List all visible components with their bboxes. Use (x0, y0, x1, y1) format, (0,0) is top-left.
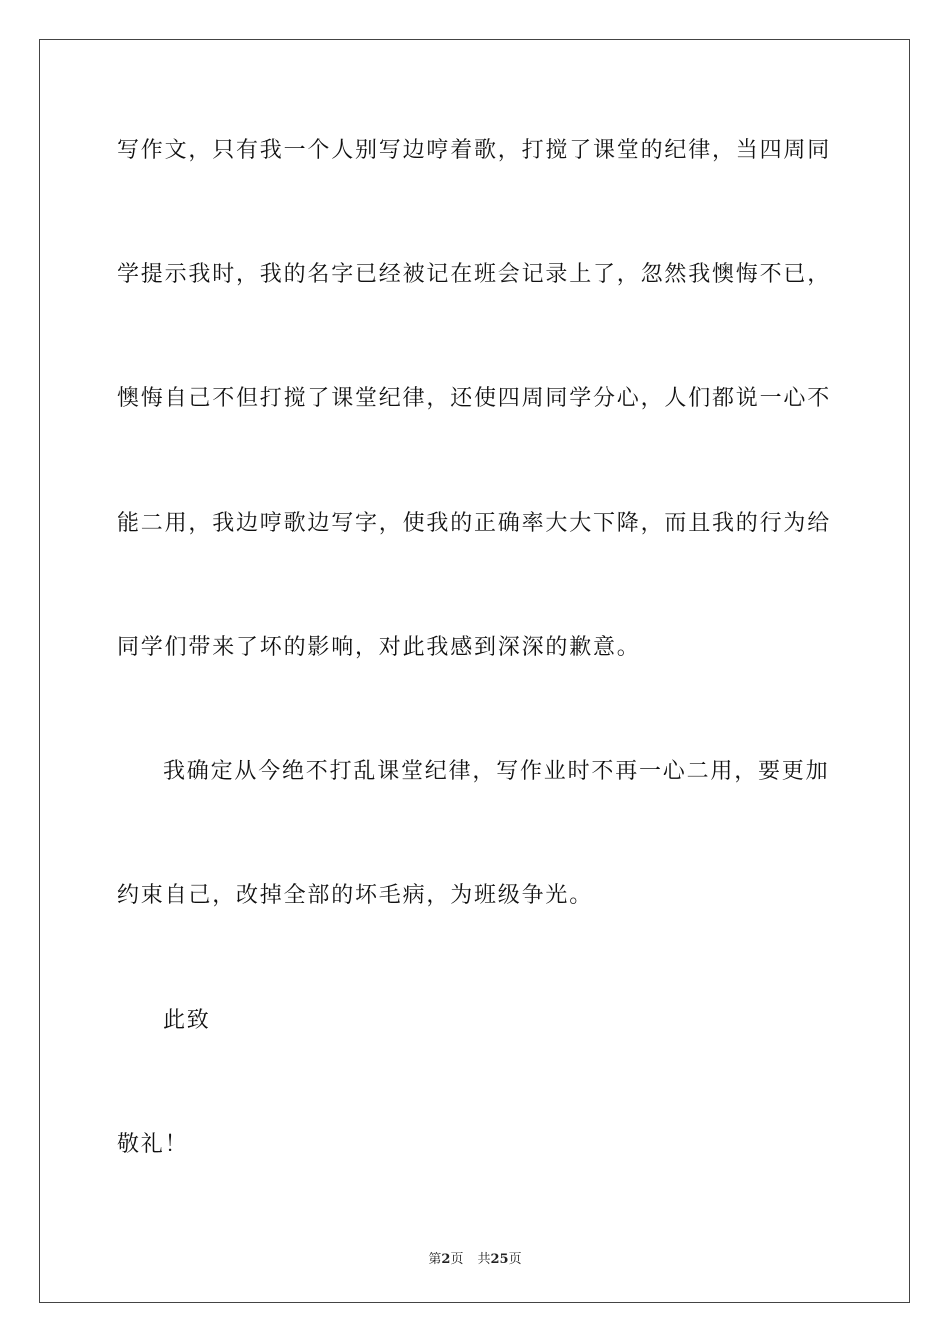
body-line: 同学们带来了坏的影响，对此我感到深深的歉意。 (117, 635, 641, 660)
page-frame (39, 39, 910, 1303)
page-suffix: 页 (450, 1252, 464, 1267)
closing-salutation: 此致 (163, 1008, 211, 1033)
closing-regards: 敬礼！ (117, 1132, 189, 1157)
total-pages: 25 (490, 1252, 509, 1267)
page-prefix: 第 (428, 1252, 442, 1267)
total-suffix: 页 (508, 1252, 522, 1267)
page-number: 2 (441, 1252, 451, 1267)
body-line: 学提示我时，我的名字已经被记在班会记录上了，忽然我懊悔不已， (117, 262, 832, 287)
body-line: 懊悔自己不但打搅了课堂纪律，还使四周同学分心，人们都说一心不 (117, 386, 832, 411)
body-line: 能二用，我边哼歌边写字，使我的正确率大大下降，而且我的行为给 (117, 511, 832, 536)
body-line: 约束自己，改掉全部的坏毛病，为班级争光。 (117, 883, 594, 908)
total-prefix: 共 (477, 1252, 491, 1267)
body-line: 写作文，只有我一个人别写边哼着歌，打搅了课堂的纪律，当四周同 (117, 138, 832, 163)
paragraph-first-line: 我确定从今绝不打乱课堂纪律，写作业时不再一心二用，要更加 (163, 759, 830, 784)
page-footer (0, 1248, 950, 1267)
